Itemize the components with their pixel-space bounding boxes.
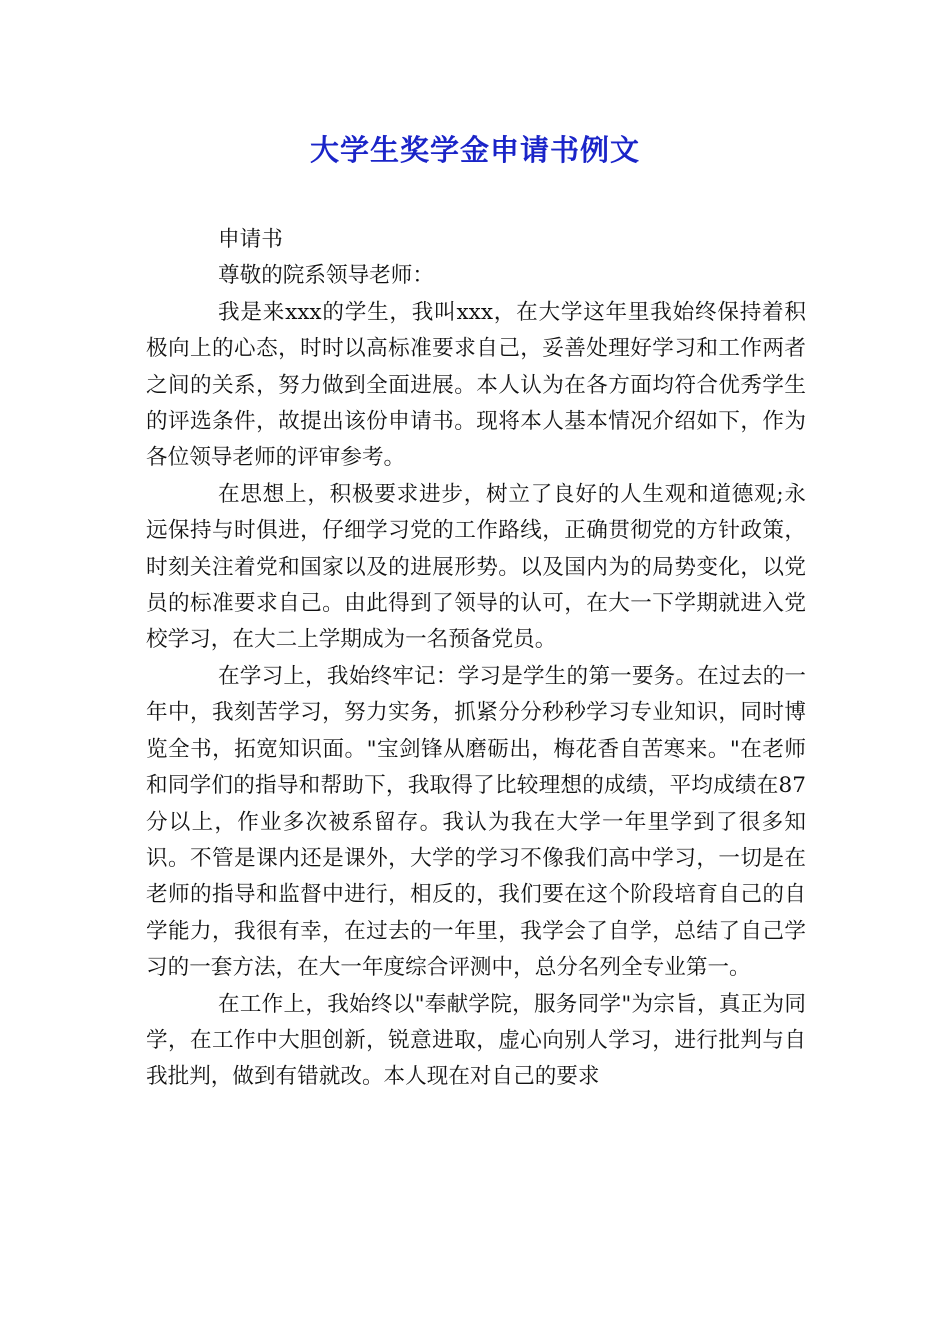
paragraph-ideology: 在思想上，积极要求进步，树立了良好的人生观和道德观;永远保持与时俱进，仔细学习党的工作路线，正确贯彻党的方针政策，时刻关注着党和国家以及的进展形势。以及国内为的局势变化，以党员的标准要求自己。由此得到了领导的认可，在大一下学期就进入党校学习，在大二上学期成为一名预备党员。 — [146, 481, 806, 653]
paragraph-salutation: 尊敬的院系领导老师： — [218, 263, 434, 289]
document-body — [146, 222, 806, 1096]
paragraph-heading: 申请书 — [218, 227, 283, 252]
paragraph-work: 在工作上，我始终以"奉献学院，服务同学"为宗旨，真正为同学，在工作中大胆创新，锐意进取，虚心向别人学习，进行批判与自我批判，做到有错就改。本人现在对自己的要求 — [146, 991, 806, 1090]
paragraph-study: 在学习上，我始终牢记：学习是学生的第一要务。在过去的一年中，我刻苦学习，努力实务，抓紧分分秒秒学习专业知识，同时博览全书，拓宽知识面。"宝剑锋从磨砺出，梅花香自苦寒来。"在老师和同学们的指导和帮助下，我取得了比较理想的成绩，平均成绩在87分以上，作业多次被系留存。我认为我在大学一年里学到了很多知识。不管是课内还是课外，大学的学习不像我们高中学习，一切是在老师的指导和监督中进行，相反的，我们要在这个阶段培育自己的自学能力，我很有幸，在过去的一年里，我学会了自学，总结了自己学习的一套方法，在大一年度综合评测中，总分名列全专业第一。 — [146, 663, 806, 981]
paragraph-introduction: 我是来xxx的学生，我叫xxx，在大学这年里我始终保持着积极向上的心态，时时以高标准要求自己，妥善处理好学习和工作两者之间的关系，努力做到全面进展。本人认为在各方面均符合优秀学生的评选条件，故提出该份申请书。现将本人基本情况介绍如下，作为各位领导老师的评审参考。 — [146, 299, 806, 471]
document-title: 大学生奖学金申请书例文 — [309, 133, 640, 167]
